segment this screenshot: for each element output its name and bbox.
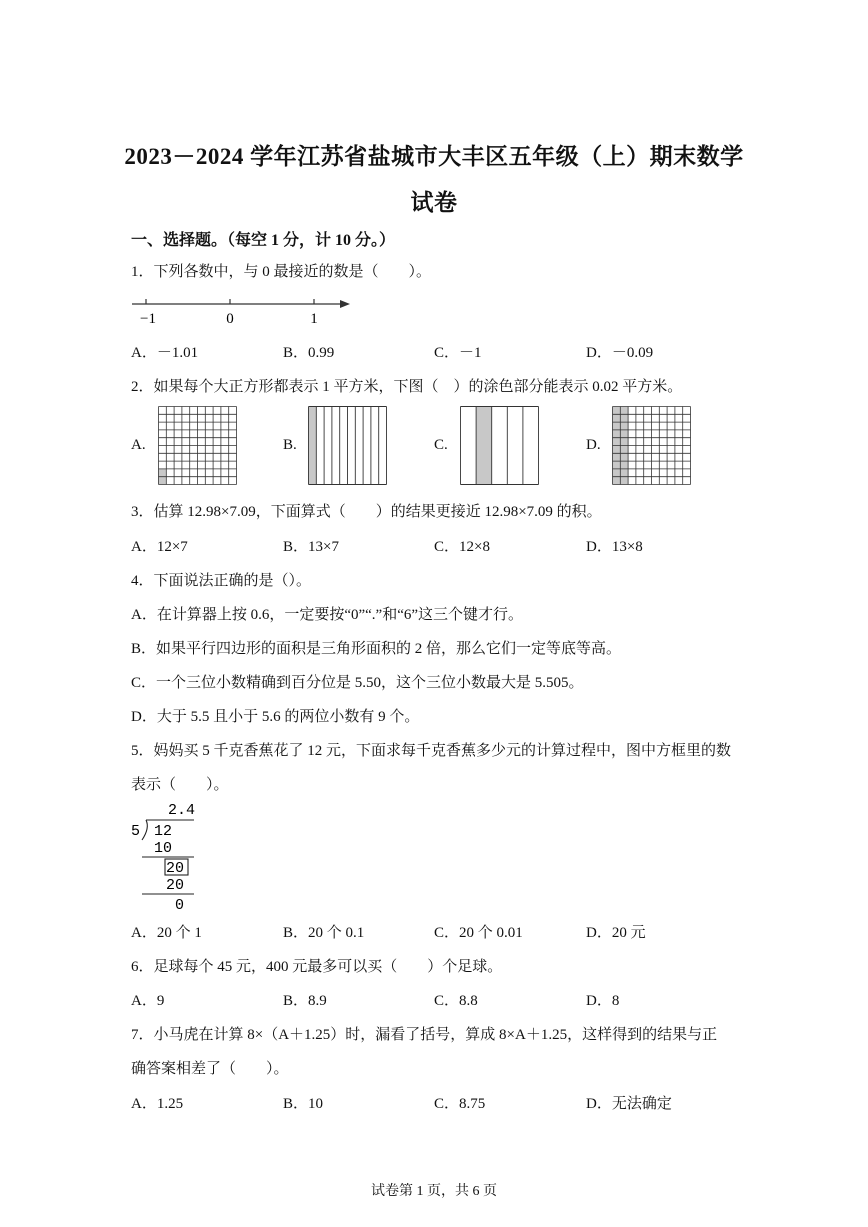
shaded-cell [159, 477, 167, 485]
shaded-strip [309, 407, 317, 485]
q2-option-c[interactable]: C. [434, 437, 448, 453]
tick-label-neg1: −1 [140, 311, 156, 327]
question-2-stem: 2．如果每个大正方形都表示 1 平方米，下图（ ）的涂色部分能表示 0.02 平方米。 [131, 379, 683, 395]
shaded-cell [620, 414, 628, 422]
q5-option-c[interactable]: C．20 个 0.01 [434, 925, 523, 941]
number-line-arrow [340, 300, 350, 308]
division-dividend: 12 [154, 823, 173, 840]
q4-option-d[interactable]: D．大于 5.5 且小于 5.6 的两位小数有 9 个。 [131, 709, 420, 725]
q7-option-a[interactable]: A．1.25 [131, 1096, 184, 1112]
grid-b-10-strips [308, 406, 387, 485]
q2-option-a[interactable]: A. [131, 437, 146, 453]
q3-option-c[interactable]: C．12×8 [434, 539, 490, 555]
shaded-cell [613, 453, 621, 461]
shaded-cell [620, 461, 628, 469]
division-row2: 20 [166, 860, 185, 877]
number-line [128, 292, 353, 328]
shaded-cell [620, 430, 628, 438]
question-7-stem-line1: 7．小马虎在计算 8×（A＋1.25）时，漏看了括号，算成 8×A＋1.25，这样得到的结果与正 [131, 1027, 718, 1043]
shaded-cell [613, 414, 621, 422]
division-remainder: 0 [175, 897, 185, 913]
shaded-strip [476, 407, 492, 485]
shaded-cell [613, 430, 621, 438]
section-heading: 一、选择题。（每空 1 分，计 10 分。） [131, 232, 396, 249]
shaded-cell [620, 407, 628, 415]
q6-option-c[interactable]: C．8.8 [434, 993, 478, 1009]
shaded-cell [620, 477, 628, 485]
shaded-cell [620, 453, 628, 461]
division-row1: 10 [154, 840, 173, 857]
q1-option-d[interactable]: D．－0.09 [586, 345, 654, 361]
q1-option-b[interactable]: B．0.99 [283, 345, 335, 361]
q7-option-c[interactable]: C．8.75 [434, 1096, 486, 1112]
question-5-stem-line2: 表示（ ）。 [131, 777, 229, 793]
q5-option-d[interactable]: D．20 元 [586, 925, 646, 941]
q5-option-a[interactable]: A．20 个 1 [131, 925, 202, 941]
exam-title-line1: 2023－2024 学年江苏省盐城市大丰区五年级（上）期末数学 [124, 144, 744, 169]
q5-option-b[interactable]: B．20 个 0.1 [283, 925, 365, 941]
q6-option-a[interactable]: A．9 [131, 993, 165, 1009]
division-row3: 20 [166, 877, 185, 894]
shaded-cell [613, 469, 621, 477]
division-divisor: 5 [131, 823, 141, 840]
q4-option-c[interactable]: C．一个三位小数精确到百分位是 5.50，这个三位小数最大是 5.505。 [131, 675, 584, 691]
q6-option-d[interactable]: D．8 [586, 993, 620, 1009]
q7-option-b[interactable]: B．10 [283, 1096, 324, 1112]
shaded-cell [613, 407, 621, 415]
shaded-cell [613, 422, 621, 430]
shaded-cell [613, 461, 621, 469]
shaded-cell [620, 469, 628, 477]
page-footer: 试卷第 1 页，共 6 页 [371, 1184, 497, 1199]
q4-option-b[interactable]: B．如果平行四边形的面积是三角形面积的 2 倍，那么它们一定等底等高。 [131, 641, 622, 657]
shaded-cell [620, 446, 628, 454]
tick-label-0: 0 [226, 311, 234, 327]
division-quotient: 2.4 [168, 802, 196, 819]
q3-option-a[interactable]: A．12×7 [131, 539, 188, 555]
tick-label-1: 1 [310, 311, 318, 327]
question-7-stem-line2: 确答案相差了（ ）。 [131, 1061, 289, 1077]
shaded-cell [613, 477, 621, 485]
question-5-stem-line1: 5．妈妈买 5 千克香蕉花了 12 元，下面求每千克香蕉多少元的计算过程中，图中方框里的数 [131, 743, 732, 759]
q2-option-d[interactable]: D. [586, 437, 601, 453]
q7-option-d[interactable]: D．无法确定 [586, 1096, 672, 1112]
shaded-cell [159, 469, 167, 477]
q3-option-b[interactable]: B．13×7 [283, 539, 339, 555]
long-division [128, 798, 208, 913]
grid-d-100-squares [612, 406, 691, 485]
exam-title-line2: 试卷 [410, 190, 458, 215]
question-1-stem: 1．下列各数中，与 0 最接近的数是（ ）。 [131, 264, 432, 280]
q2-option-b[interactable]: B. [283, 437, 297, 453]
question-4-stem: 4．下面说法正确的是（）。 [131, 573, 312, 589]
q1-option-a[interactable]: A．－1.01 [131, 345, 199, 361]
question-6-stem: 6．足球每个 45 元，400 元最多可以买（ ）个足球。 [131, 959, 503, 975]
q4-option-a[interactable]: A．在计算器上按 0.6，一定要按“0”“.”和“6”这三个键才行。 [131, 607, 524, 623]
shaded-cell [620, 422, 628, 430]
shaded-cell [620, 438, 628, 446]
question-3-stem: 3．估算 12.98×7.09，下面算式（ ）的结果更接近 12.98×7.09 的积。 [131, 504, 602, 520]
q6-option-b[interactable]: B．8.9 [283, 993, 327, 1009]
shaded-cell [613, 446, 621, 454]
grid-a-100-squares [158, 406, 237, 485]
division-bracket [142, 820, 147, 840]
shaded-cell [613, 438, 621, 446]
grid-c-5-strips [460, 406, 539, 485]
q1-option-c[interactable]: C．－1 [434, 345, 482, 361]
q3-option-d[interactable]: D．13×8 [586, 539, 643, 555]
